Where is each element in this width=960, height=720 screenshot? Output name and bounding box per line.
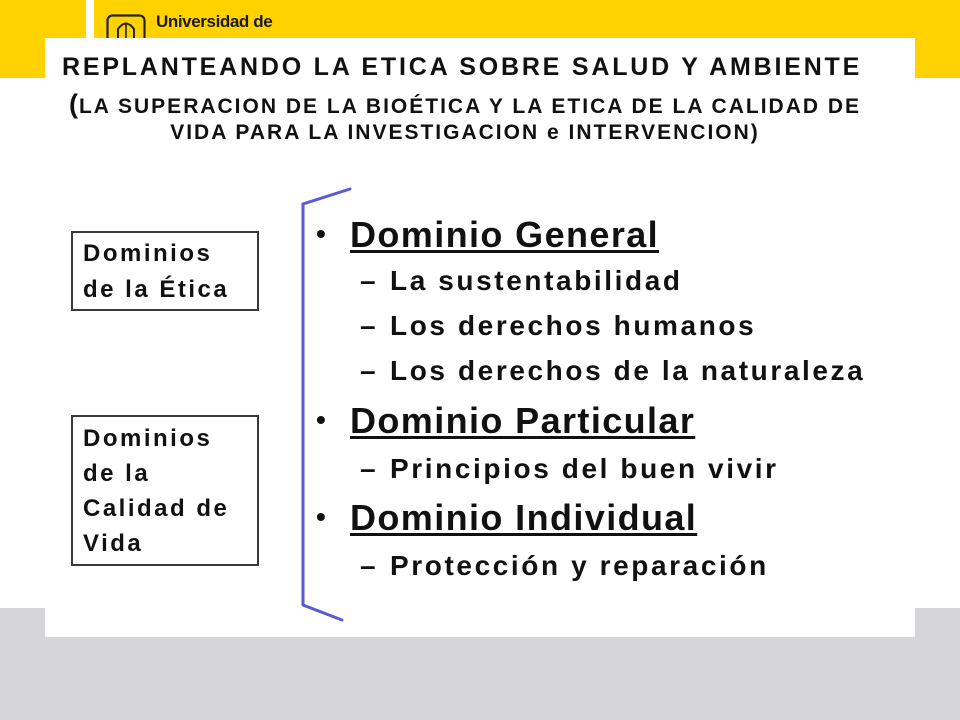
- dash-marker: –: [360, 355, 376, 386]
- box-line: Vida: [83, 530, 144, 557]
- slide-panel: [45, 38, 915, 637]
- bullet-marker: •: [316, 218, 326, 249]
- outline-subitem: [360, 453, 779, 484]
- outline-subitem: [360, 265, 683, 296]
- outline-item-dominio-particular: [316, 400, 696, 441]
- box-line: Dominios: [83, 240, 213, 267]
- box-line: de la Ética: [83, 276, 230, 303]
- outline-subitem-text: Los derechos humanos: [390, 310, 757, 341]
- outline-heading: Dominio Particular: [350, 400, 696, 441]
- box-line: Calidad de: [83, 495, 230, 522]
- subtitle-line-2: VIDA PARA LA INVESTIGACION e INTERVENCION): [170, 121, 760, 144]
- outline-subitem: [360, 550, 769, 581]
- outline-subitem-text: Los derechos de la naturaleza: [390, 355, 866, 386]
- subtitle-open-paren: (: [68, 89, 79, 119]
- bracket-line: [303, 189, 350, 620]
- slide-title: REPLANTEANDO LA ETICA SOBRE SALUD Y AMBIENTE: [62, 53, 863, 81]
- outline-subitem: [360, 310, 757, 341]
- outline-subitem-text: Principios del buen vivir: [390, 453, 779, 484]
- outline-item-dominio-individual: [316, 497, 698, 538]
- outline-subitem-text: La sustentabilidad: [390, 265, 683, 296]
- dash-marker: –: [360, 453, 376, 484]
- dash-marker: –: [360, 310, 376, 341]
- outline-subitem-text: Protección y reparación: [390, 550, 769, 581]
- outline-heading: Dominio General: [350, 214, 660, 255]
- dash-marker: –: [360, 265, 376, 296]
- outline-item-dominio-general: [316, 214, 660, 255]
- bullet-marker: •: [316, 404, 326, 435]
- box-line: de la: [83, 460, 151, 487]
- outline-subitem: [360, 355, 866, 386]
- subtitle-line-1-text: LA SUPERACION DE LA BIOÉTICA Y LA ETICA DE LA CALIDAD DE: [78, 95, 862, 118]
- dash-marker: –: [360, 550, 376, 581]
- box-line: Dominios: [83, 425, 213, 452]
- outline-heading: Dominio Individual: [350, 497, 698, 538]
- bullet-marker: •: [316, 501, 326, 532]
- institution-name: Universidad de: [156, 12, 273, 31]
